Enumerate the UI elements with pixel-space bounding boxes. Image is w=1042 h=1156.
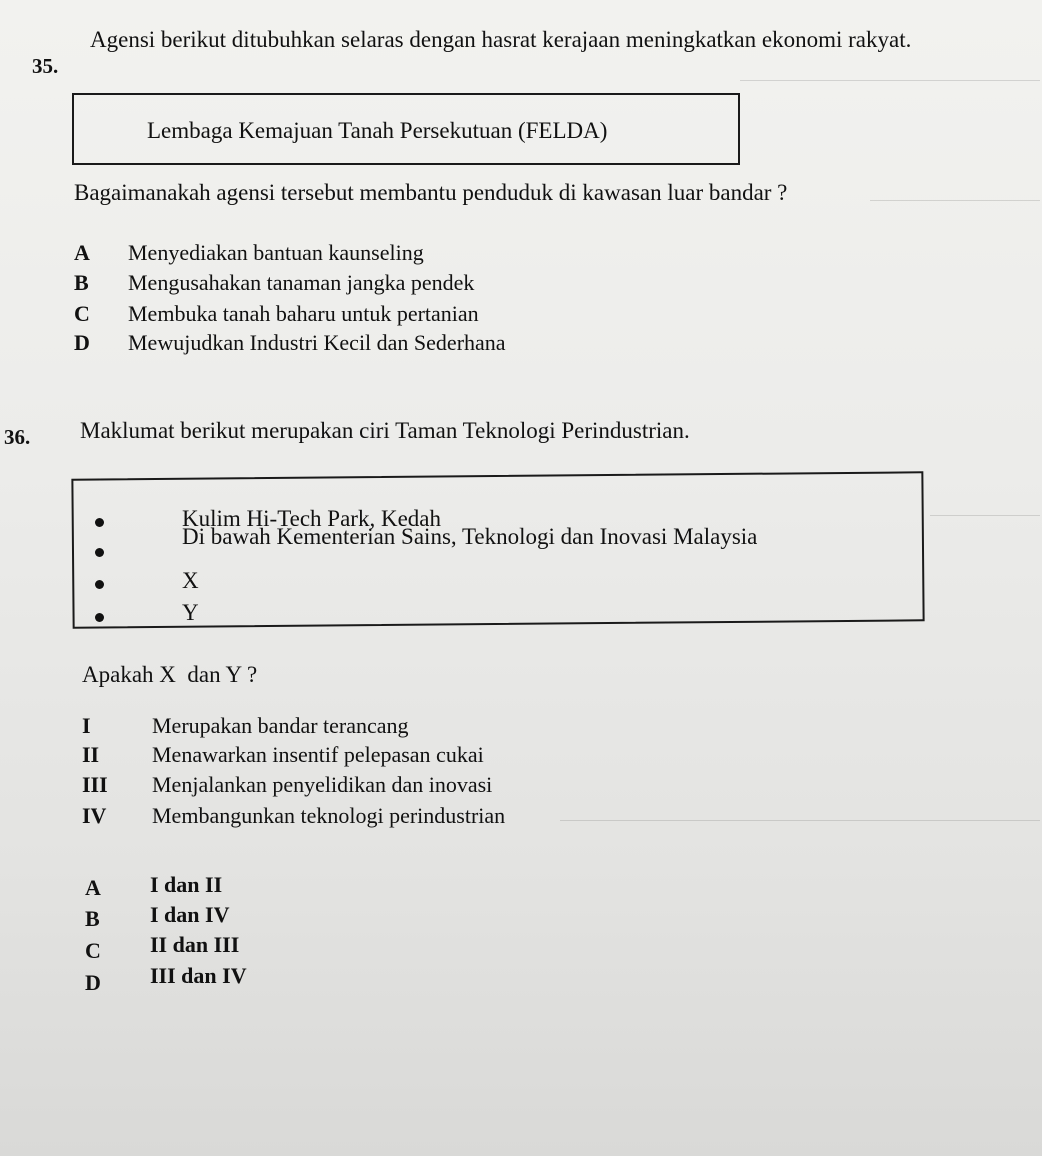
q35-number: 35. [32, 54, 59, 78]
statement-text: Menjalankan penyelidikan dan inovasi [152, 772, 493, 797]
statement-roman: II [82, 742, 100, 767]
option-letter: C [85, 938, 101, 963]
option-text: Membuka tanah baharu untuk pertanian [128, 301, 479, 326]
bullet-icon [95, 548, 104, 557]
option-text: II dan III [150, 932, 240, 957]
box-item-text: Y [182, 600, 199, 625]
background-line [740, 80, 1040, 81]
q35-question: Bagaimanakah agensi tersebut membantu penduduk di kawasan luar bandar ? [74, 180, 788, 205]
statement-text: Merupakan bandar terancang [152, 713, 409, 738]
option-text: I dan II [150, 872, 223, 897]
option-letter: B [74, 270, 89, 295]
q36-info-box [71, 471, 924, 628]
q36-number: 36. [4, 425, 31, 449]
box-item-text: Di bawah Kementerian Sains, Teknologi dan Inovasi Malaysia [182, 524, 758, 549]
option-letter: D [85, 970, 101, 995]
statement-text: Membangunkan teknologi perindustrian [152, 803, 506, 828]
bullet-icon [95, 613, 104, 622]
option-letter: D [74, 330, 90, 355]
statement-roman: I [82, 713, 91, 738]
statement-roman: IV [82, 803, 107, 828]
statement-roman: III [82, 772, 108, 797]
background-line [930, 515, 1040, 516]
option-text: Mengusahakan tanaman jangka pendek [128, 270, 475, 295]
option-text: I dan IV [150, 902, 230, 927]
option-text: Menyediakan bantuan kaunseling [128, 240, 424, 265]
option-text: III dan IV [150, 963, 247, 988]
box-item-text: Kulim Hi-Tech Park, Kedah [182, 506, 441, 531]
bullet-icon [95, 518, 104, 527]
q35-stem: Agensi berikut ditubuhkan selaras dengan hasrat kerajaan meningkatkan ekonomi rakyat. [90, 27, 912, 52]
option-text: Mewujudkan Industri Kecil dan Sederhana [128, 330, 506, 355]
background-line [870, 200, 1040, 201]
option-letter: B [85, 906, 100, 931]
option-letter: A [74, 240, 90, 265]
bullet-icon [95, 580, 104, 589]
statement-text: Menawarkan insentif pelepasan cukai [152, 742, 484, 767]
background-line [560, 820, 1040, 821]
option-letter: A [85, 875, 101, 900]
option-letter: C [74, 301, 90, 326]
box-item-text: X [182, 568, 199, 593]
q35-box-text: Lembaga Kemajuan Tanah Persekutuan (FELDA) [147, 118, 608, 143]
q36-question: Apakah X dan Y ? [82, 662, 258, 687]
q36-stem: Maklumat berikut merupakan ciri Taman Teknologi Perindustrian. [80, 418, 690, 443]
